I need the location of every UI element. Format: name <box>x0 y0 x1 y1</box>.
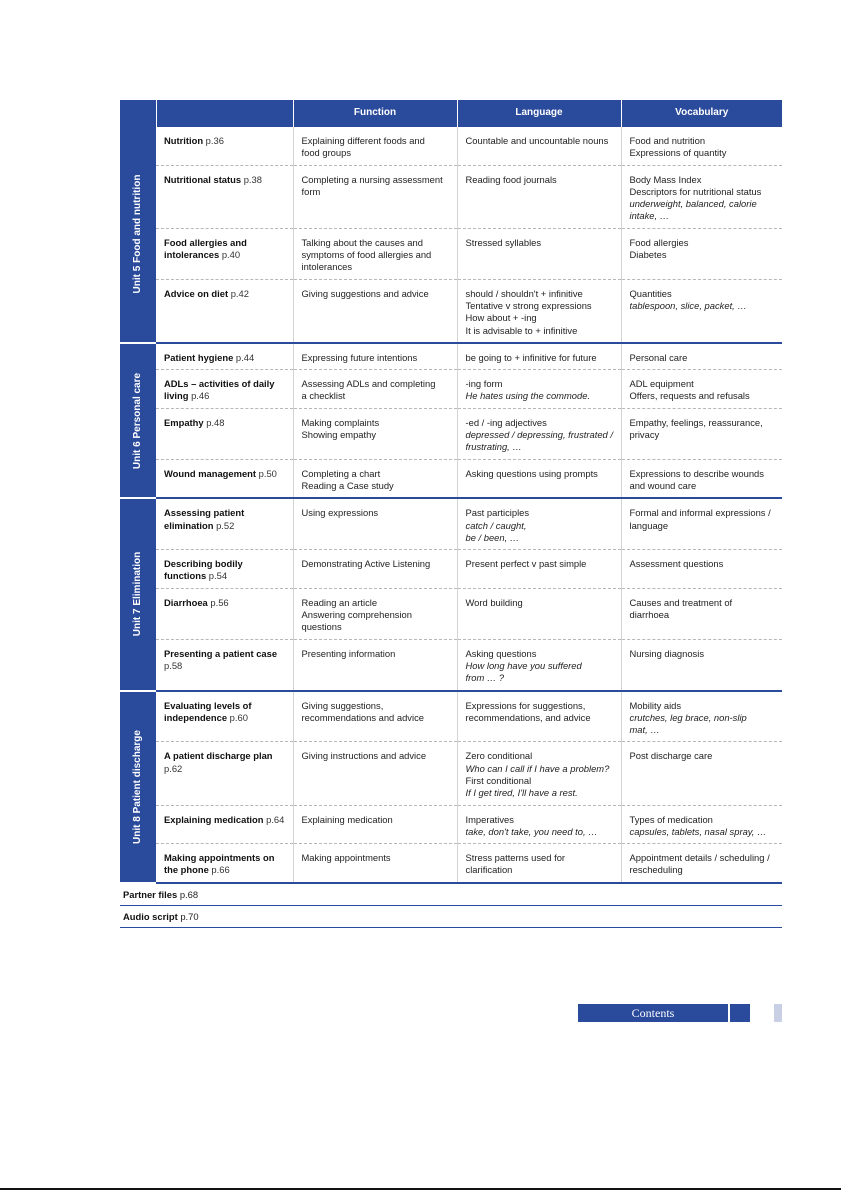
contents-tab-tail <box>730 1004 750 1022</box>
topic-page: p.52 <box>216 519 235 531</box>
function-line: symptoms of food allergies and <box>301 249 432 261</box>
language-line: First conditional <box>465 774 532 786</box>
topic-cell <box>156 408 293 459</box>
language-line: He hates using the commode. <box>465 390 591 402</box>
topic-page: p.38 <box>243 173 262 185</box>
unit-label-text: Unit 5 Food and nutrition <box>131 174 143 294</box>
topic-title: Describing bodily functions <box>164 558 243 582</box>
topic-cell <box>156 742 293 805</box>
vocabulary-cell <box>621 228 782 279</box>
vocabulary-cell <box>621 165 782 228</box>
language-cell <box>457 844 621 883</box>
table-header-row <box>120 100 782 127</box>
topic-title: Assessing patient elimination <box>164 507 245 531</box>
function-cell <box>293 408 457 459</box>
topic-cell <box>156 279 293 343</box>
vocabulary-cell <box>621 408 782 459</box>
page-bottom-line <box>0 1188 841 1190</box>
language-line: It is advisable to + infinitive <box>465 324 578 336</box>
topic-title: Nutritional status <box>164 173 242 185</box>
topic-title: Wound management <box>164 467 257 479</box>
topic-page: p.46 <box>191 390 210 402</box>
topic-row <box>120 691 782 742</box>
language-line: from … ? <box>465 672 505 684</box>
vocabulary-cell <box>621 343 782 370</box>
vocabulary-line: Expressions to describe wounds <box>629 467 764 479</box>
language-cell <box>457 588 621 639</box>
language-line: recommendations, and advice <box>465 711 591 723</box>
function-cell <box>293 459 457 498</box>
topic-row <box>120 588 782 639</box>
language-line: be / been, … <box>465 531 520 543</box>
contents-page <box>120 100 782 928</box>
footer-page: p.68 <box>179 888 199 900</box>
footer-rows <box>120 884 782 928</box>
topic-row <box>120 127 782 165</box>
language-line: Countable and uncountable nouns <box>465 135 609 146</box>
vocabulary-line: tablespoon, slice, packet, … <box>629 299 747 311</box>
vocabulary-cell <box>621 498 782 549</box>
topic-page: p.50 <box>258 467 277 479</box>
unit-label <box>120 127 156 343</box>
vocabulary-line: Mobility aids <box>629 699 682 711</box>
language-line: catch / caught, <box>465 519 527 531</box>
language-line: Asking questions using prompts <box>465 467 598 479</box>
topic-page: p.60 <box>229 711 248 723</box>
language-line: be going to + infinitive for future <box>465 351 597 363</box>
function-cell <box>293 588 457 639</box>
function-line: Completing a nursing assessment <box>301 173 443 185</box>
topic-cell <box>156 805 293 844</box>
function-line: Completing a chart <box>301 467 381 479</box>
header-blank <box>156 100 293 127</box>
language-line: frustrating, … <box>465 441 522 453</box>
topic-page: p.42 <box>230 287 249 299</box>
topic-title: Diarrhoea <box>164 596 208 608</box>
function-line: Explaining medication <box>301 813 393 825</box>
vocabulary-line: Body Mass Index <box>629 173 702 185</box>
function-cell <box>293 370 457 409</box>
vocabulary-line: Assessment questions <box>629 558 724 570</box>
vocabulary-line: rescheduling <box>629 864 683 876</box>
topic-cell <box>156 459 293 498</box>
language-cell <box>457 370 621 409</box>
topic-page: p.62 <box>164 762 183 774</box>
vocabulary-line: Diabetes <box>629 249 667 261</box>
function-cell <box>293 279 457 343</box>
vocabulary-line: Food allergies <box>629 236 689 248</box>
topic-page: p.44 <box>235 351 255 363</box>
function-cell <box>293 498 457 549</box>
language-cell <box>457 165 621 228</box>
topic-cell <box>156 498 293 549</box>
contents-table <box>120 100 782 884</box>
function-line: Showing empathy <box>301 429 377 441</box>
function-line: Giving instructions and advice <box>301 750 427 762</box>
vocabulary-line: Empathy, feelings, reassurance, <box>629 416 763 428</box>
language-line: Past participles <box>465 507 530 519</box>
vocabulary-line: Food and nutrition <box>629 135 706 146</box>
topic-page: p.64 <box>266 813 285 825</box>
language-line: Expressions for suggestions, <box>465 699 586 711</box>
function-cell <box>293 805 457 844</box>
topic-cell <box>156 165 293 228</box>
topic-page: p.66 <box>211 864 230 876</box>
footer-title: Partner files <box>123 888 178 900</box>
contents-tab-light-block <box>774 1004 782 1022</box>
topic-row <box>120 742 782 805</box>
vocabulary-line: Quantities <box>629 287 672 299</box>
language-line: Stress patterns used for <box>465 852 566 864</box>
topic-cell <box>156 691 293 742</box>
language-cell <box>457 408 621 459</box>
vocabulary-cell <box>621 127 782 165</box>
function-cell <box>293 343 457 370</box>
header-corner <box>120 100 156 127</box>
language-cell <box>457 498 621 549</box>
language-cell <box>457 228 621 279</box>
vocabulary-line: Types of medication <box>629 813 713 825</box>
footer-title: Audio script <box>123 910 178 922</box>
topic-page: p.58 <box>164 659 183 671</box>
vocabulary-line: Descriptors for nutritional status <box>629 185 762 197</box>
topic-title: Empathy <box>164 416 204 428</box>
unit-label <box>120 343 156 498</box>
topic-title: Evaluating levels of independence <box>164 699 252 723</box>
vocabulary-line: underweight, balanced, calorie <box>629 198 757 210</box>
function-line: Making appointments <box>301 852 391 864</box>
language-line: should / shouldn't + infinitive <box>465 287 583 299</box>
vocabulary-cell <box>621 844 782 883</box>
topic-title: A patient discharge plan <box>164 750 273 762</box>
topic-cell <box>156 127 293 165</box>
language-line: Who can I call if I have a problem? <box>465 762 610 774</box>
language-line: Stressed syllables <box>465 236 542 248</box>
function-line: Reading a Case study <box>301 479 394 491</box>
topic-cell <box>156 370 293 409</box>
function-line: Expressing future intentions <box>301 351 418 363</box>
topic-title: Presenting a patient case <box>164 647 278 659</box>
topic-title: Patient hygiene <box>164 351 234 363</box>
function-line: Presenting information <box>301 647 396 659</box>
vocabulary-cell <box>621 459 782 498</box>
function-cell <box>293 742 457 805</box>
header-vocabulary: Vocabulary <box>621 100 782 127</box>
topic-row <box>120 408 782 459</box>
unit-label-text: Unit 6 Personal care <box>131 372 143 469</box>
language-line: Word building <box>465 596 523 608</box>
function-line: Explaining different foods and <box>301 135 425 146</box>
unit-label-text: Unit 7 Elimination <box>131 552 143 637</box>
vocabulary-line: Nursing diagnosis <box>629 647 705 659</box>
language-line: clarification <box>465 864 513 876</box>
vocabulary-cell <box>621 279 782 343</box>
unit-label-text: Unit 8 Patient discharge <box>131 729 143 844</box>
vocabulary-line: Appointment details / scheduling / <box>629 852 770 864</box>
vocabulary-line: crutches, leg brace, non-slip <box>629 711 747 723</box>
function-line: questions <box>301 621 342 633</box>
topic-row <box>120 805 782 844</box>
topic-title: Nutrition <box>164 135 204 146</box>
unit-label <box>120 691 156 883</box>
language-cell <box>457 742 621 805</box>
language-cell <box>457 550 621 589</box>
topic-row <box>120 550 782 589</box>
topic-page: p.40 <box>221 249 241 261</box>
header-function: Function <box>293 100 457 127</box>
topic-cell <box>156 639 293 690</box>
vocabulary-line: Post discharge care <box>629 750 713 762</box>
topic-title: Making appointments on the phone <box>164 852 275 876</box>
header-language: Language <box>457 100 621 127</box>
vocabulary-line: diarrhoea <box>629 609 670 621</box>
contents-tab: Contents <box>578 1004 728 1022</box>
topic-row <box>120 279 782 343</box>
language-line: -ing form <box>465 378 503 390</box>
function-line: Giving suggestions, <box>301 699 384 711</box>
vocabulary-cell <box>621 550 782 589</box>
language-cell <box>457 127 621 165</box>
function-cell <box>293 691 457 742</box>
topic-page: p.48 <box>206 416 225 428</box>
function-line: Talking about the causes and <box>301 236 423 248</box>
vocabulary-cell <box>621 639 782 690</box>
topic-row <box>120 498 782 549</box>
topic-title: Advice on diet <box>164 287 229 299</box>
language-line: How long have you suffered <box>465 659 582 671</box>
vocabulary-cell <box>621 588 782 639</box>
topic-cell <box>156 228 293 279</box>
unit-label <box>120 498 156 690</box>
function-cell <box>293 844 457 883</box>
topic-row <box>120 343 782 370</box>
function-cell <box>293 165 457 228</box>
topic-row <box>120 370 782 409</box>
topic-page: p.56 <box>210 596 229 608</box>
topic-page: p.54 <box>208 570 228 582</box>
topic-row <box>120 844 782 883</box>
vocabulary-line: intake, … <box>629 210 670 222</box>
function-line: Answering comprehension <box>301 609 412 621</box>
function-line: Giving suggestions and advice <box>301 287 429 299</box>
language-line: If I get tired, I'll have a rest. <box>465 787 578 799</box>
language-cell <box>457 459 621 498</box>
topic-title: Food allergies and intolerances <box>164 236 247 261</box>
vocabulary-line: Expressions of quantity <box>629 147 727 159</box>
topic-title: Explaining medication <box>164 813 264 825</box>
function-line: Using expressions <box>301 507 379 519</box>
language-cell <box>457 639 621 690</box>
function-line: Making complaints <box>301 416 380 428</box>
topic-title: ADLs – activities of daily living <box>164 378 275 402</box>
topic-row <box>120 165 782 228</box>
topic-cell <box>156 550 293 589</box>
language-cell <box>457 343 621 370</box>
topic-cell <box>156 343 293 370</box>
topic-page: p.36 <box>205 135 224 146</box>
vocabulary-line: mat, … <box>629 724 660 736</box>
function-cell <box>293 639 457 690</box>
language-line: Imperatives <box>465 813 514 825</box>
vocabulary-cell <box>621 742 782 805</box>
topic-row <box>120 639 782 690</box>
language-line: Asking questions <box>465 647 537 659</box>
topic-cell <box>156 844 293 883</box>
function-line: recommendations and advice <box>301 711 424 723</box>
vocabulary-line: Causes and treatment of <box>629 596 733 608</box>
vocabulary-line: Personal care <box>629 351 688 363</box>
function-line: food groups <box>301 147 352 159</box>
vocabulary-line: language <box>629 519 669 531</box>
function-cell <box>293 228 457 279</box>
vocabulary-line: and wound care <box>629 479 697 491</box>
contents-body <box>120 127 782 883</box>
language-cell <box>457 691 621 742</box>
topic-row <box>120 228 782 279</box>
language-line: take, don't take, you need to, … <box>465 825 598 837</box>
language-line: Zero conditional <box>465 750 533 762</box>
language-line: depressed / depressing, frustrated / <box>465 429 613 441</box>
vocabulary-line: capsules, tablets, nasal spray, … <box>629 825 767 837</box>
vocabulary-line: privacy <box>629 429 660 441</box>
vocabulary-line: Formal and informal expressions / <box>629 507 771 519</box>
language-cell <box>457 279 621 343</box>
language-line: Present perfect v past simple <box>465 558 587 570</box>
vocabulary-cell <box>621 805 782 844</box>
function-line: form <box>301 185 321 197</box>
language-line: Tentative v strong expressions <box>465 299 592 311</box>
topic-cell <box>156 588 293 639</box>
function-line: Demonstrating Active Listening <box>301 558 431 570</box>
vocabulary-cell <box>621 691 782 742</box>
function-line: Reading an article <box>301 596 378 608</box>
language-cell <box>457 805 621 844</box>
vocabulary-line: ADL equipment <box>629 378 694 390</box>
function-cell <box>293 127 457 165</box>
vocabulary-cell <box>621 370 782 409</box>
topic-row <box>120 459 782 498</box>
language-line: -ed / -ing adjectives <box>465 416 547 428</box>
language-line: How about + -ing <box>465 312 537 324</box>
footer-page: p.70 <box>180 910 199 922</box>
footer-row <box>120 884 782 906</box>
function-line: a checklist <box>301 390 346 402</box>
function-line: Assessing ADLs and completing <box>301 378 436 390</box>
language-line: Reading food journals <box>465 173 557 185</box>
function-line: intolerances <box>301 261 353 273</box>
footer-row <box>120 906 782 928</box>
vocabulary-line: Offers, requests and refusals <box>629 390 750 402</box>
function-cell <box>293 550 457 589</box>
